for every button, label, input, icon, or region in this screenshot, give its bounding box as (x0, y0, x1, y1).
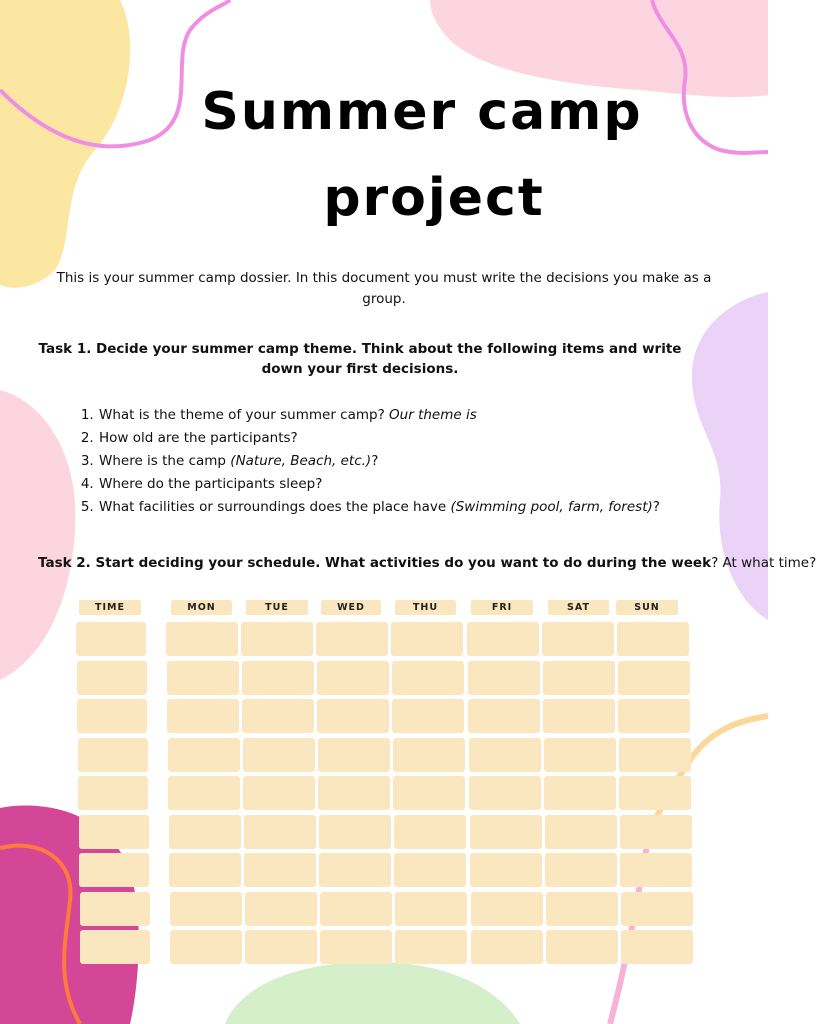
schedule-cell[interactable] (395, 892, 467, 926)
schedule-header-fri: FRI (471, 600, 533, 615)
schedule-header-sun: SUN (616, 600, 678, 615)
schedule-cell[interactable] (544, 738, 616, 772)
schedule-cell[interactable] (617, 622, 689, 656)
schedule-cell[interactable] (545, 815, 617, 849)
time-cell[interactable] (79, 815, 149, 849)
schedule-cell[interactable] (470, 853, 542, 887)
time-cell[interactable] (77, 699, 147, 733)
schedule-cell[interactable] (619, 738, 691, 772)
schedule-header-time: TIME (79, 600, 141, 615)
schedule-cell[interactable] (471, 892, 543, 926)
schedule-cell[interactable] (317, 699, 389, 733)
schedule-header-mon: MON (171, 600, 232, 615)
schedule-cell[interactable] (546, 892, 618, 926)
schedule-cell[interactable] (317, 661, 389, 695)
schedule-header-thu: THU (395, 600, 456, 615)
time-cell[interactable] (78, 776, 148, 810)
schedule-cell[interactable] (620, 815, 692, 849)
schedule-cell[interactable] (393, 776, 465, 810)
schedule-cell[interactable] (242, 661, 314, 695)
schedule-cell[interactable] (543, 699, 615, 733)
task2-heading: Task 2. Start deciding your schedule. What activities do you want to do during the week? At what time? (38, 555, 817, 571)
schedule-cell[interactable] (619, 776, 691, 810)
schedule-cell[interactable] (318, 776, 390, 810)
schedule-cell[interactable] (467, 622, 539, 656)
schedule-cell[interactable] (319, 853, 391, 887)
schedule-cell[interactable] (618, 661, 690, 695)
schedule-cell[interactable] (544, 776, 616, 810)
schedule-header-wed: WED (321, 600, 381, 615)
schedule-cell[interactable] (621, 930, 693, 964)
schedule-cell[interactable] (244, 815, 316, 849)
schedule-cell[interactable] (319, 815, 391, 849)
schedule-cell[interactable] (242, 699, 314, 733)
schedule-cell[interactable] (468, 699, 540, 733)
schedule-cell[interactable] (243, 738, 315, 772)
schedule-cell[interactable] (245, 892, 317, 926)
schedule-header-tue: TUE (246, 600, 308, 615)
page-title-line-1: Summer camp (201, 82, 643, 142)
schedule-cell[interactable] (621, 892, 693, 926)
schedule-cell[interactable] (166, 622, 238, 656)
schedule-cell[interactable] (316, 622, 388, 656)
page-title-line-2: project (323, 168, 545, 228)
green-blob (225, 962, 520, 1024)
schedule-cell[interactable] (391, 622, 463, 656)
schedule-cell[interactable] (618, 699, 690, 733)
schedule-cell[interactable] (169, 815, 241, 849)
schedule-cell[interactable] (320, 892, 392, 926)
question-item: 5. What facilities or surroundings does the place have (Swimming pool, farm, forest)? (98, 496, 778, 519)
schedule-cell[interactable] (546, 930, 618, 964)
schedule-cell[interactable] (468, 661, 540, 695)
schedule-cell[interactable] (542, 622, 614, 656)
time-cell[interactable] (80, 930, 150, 964)
schedule-cell[interactable] (469, 738, 541, 772)
time-cell[interactable] (77, 661, 147, 695)
time-cell[interactable] (79, 853, 149, 887)
schedule-cell[interactable] (168, 776, 240, 810)
intro-text: This is your summer camp dossier. In this document you must write the decisions you make as a group. (56, 270, 712, 307)
schedule-cell[interactable] (241, 622, 313, 656)
question-item: 3. Where is the camp (Nature, Beach, etc.)? (98, 450, 778, 473)
schedule-cell[interactable] (170, 930, 242, 964)
schedule-cell[interactable] (169, 853, 241, 887)
schedule-cell[interactable] (168, 738, 240, 772)
time-cell[interactable] (76, 622, 146, 656)
question-item: 4. Where do the participants sleep? (98, 473, 778, 496)
time-cell[interactable] (78, 738, 148, 772)
schedule-cell[interactable] (471, 930, 543, 964)
schedule-cell[interactable] (167, 661, 239, 695)
schedule-header-sat: SAT (548, 600, 609, 615)
question-list (50, 404, 778, 519)
schedule-cell[interactable] (392, 661, 464, 695)
yellow-blob (0, 0, 130, 288)
schedule-cell[interactable] (393, 738, 465, 772)
schedule-cell[interactable] (320, 930, 392, 964)
schedule-cell[interactable] (545, 853, 617, 887)
schedule-cell[interactable] (170, 892, 242, 926)
question-item: 2. How old are the participants? (98, 427, 778, 450)
schedule-cell[interactable] (394, 853, 466, 887)
schedule-cell[interactable] (543, 661, 615, 695)
schedule-cell[interactable] (620, 853, 692, 887)
schedule-cell[interactable] (243, 776, 315, 810)
orange-line-right (650, 716, 768, 830)
schedule-cell[interactable] (470, 815, 542, 849)
schedule-cell[interactable] (318, 738, 390, 772)
question-item: 1. What is the theme of your summer camp? Our theme is (98, 404, 778, 427)
schedule-cell[interactable] (395, 930, 467, 964)
schedule-cell[interactable] (245, 930, 317, 964)
schedule-cell[interactable] (392, 699, 464, 733)
task1-heading: Task 1. Decide your summer camp theme. Think about the following items and write down your first decisions. (38, 341, 682, 377)
schedule-cell[interactable] (394, 815, 466, 849)
schedule-cell[interactable] (469, 776, 541, 810)
time-cell[interactable] (80, 892, 150, 926)
schedule-cell[interactable] (167, 699, 239, 733)
schedule-cell[interactable] (244, 853, 316, 887)
